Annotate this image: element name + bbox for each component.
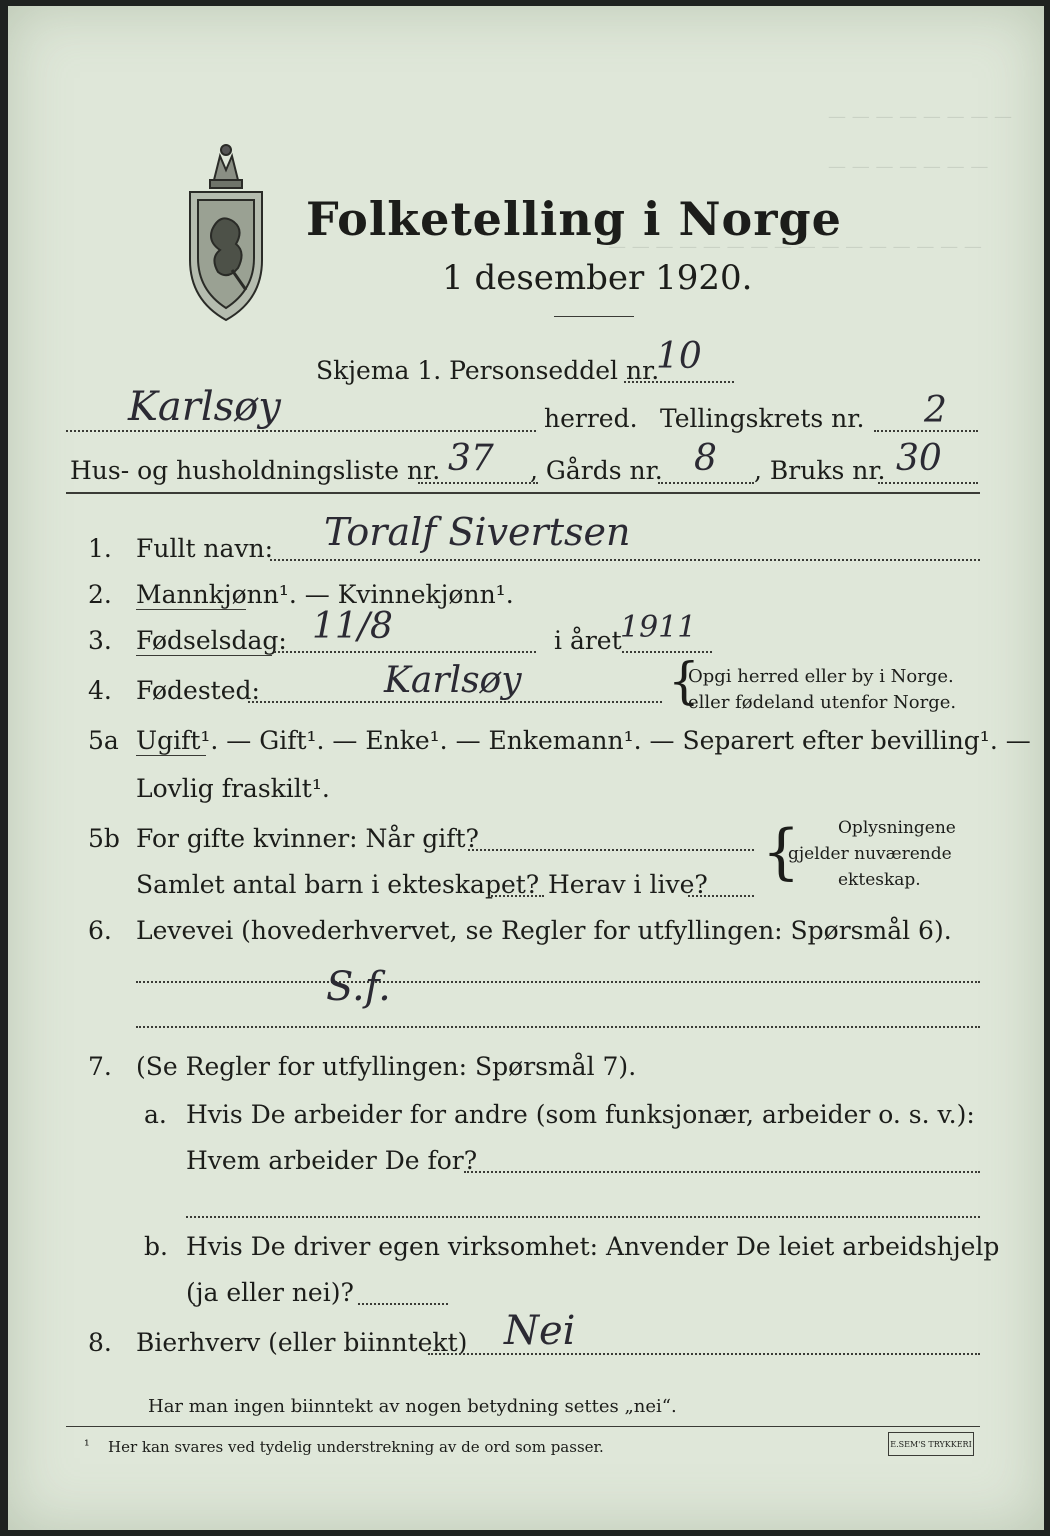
q8-value[interactable]: Nei <box>504 1308 576 1354</box>
q7a-letter: a. <box>144 1100 167 1129</box>
herred-field-line <box>66 430 536 432</box>
q6-value[interactable]: S.f. <box>326 964 391 1010</box>
herred-value[interactable]: Karlsøy <box>128 384 281 430</box>
tellingskrets-label: Tellingskrets nr. <box>660 404 865 433</box>
q5b-line-1: For gifte kvinner: Når gift? <box>136 824 479 853</box>
bruks-label: , Bruks nr. <box>754 456 886 485</box>
q3-year-label: i året <box>554 626 622 655</box>
footer-divider <box>66 1426 980 1427</box>
q1-number: 1. <box>88 534 112 563</box>
q6-field-line-2 <box>136 1026 980 1028</box>
skjema-field-line <box>624 381 734 383</box>
q5a-number: 5a <box>88 726 119 755</box>
form-date: 1 desember 1920. <box>442 258 753 298</box>
bruks-value[interactable]: 30 <box>896 438 942 479</box>
q8-note: Har man ingen biinntekt av nogen betydning settes „nei“. <box>148 1396 677 1417</box>
hus-field-line <box>418 482 538 484</box>
q7a-field-line-1 <box>464 1171 980 1173</box>
q7a-field-line-2 <box>186 1216 980 1218</box>
q7b-letter: b. <box>144 1232 168 1261</box>
q2-underline-mannkjonn <box>136 609 246 610</box>
form-title: Folketelling i Norge <box>306 192 842 246</box>
q3-year-value[interactable]: 1911 <box>620 610 697 645</box>
q5b-note-3: ekteskap. <box>838 870 921 890</box>
tellingskrets-value[interactable]: 2 <box>924 390 947 431</box>
q2-label: Mannkjønn¹. — Kvinnekjønn¹. <box>136 580 514 609</box>
q7b-line-1: Hvis De driver egen virksomhet: Anvender De leiet arbeidshjelp <box>186 1232 1000 1261</box>
q3-number: 3. <box>88 626 112 655</box>
header-divider <box>66 492 980 494</box>
coat-of-arms-icon <box>184 140 268 330</box>
q8-label: Bierhverv (eller biinntekt) <box>136 1328 468 1357</box>
q7b-line-2: (ja eller nei)? <box>186 1278 354 1307</box>
q4-number: 4. <box>88 676 112 705</box>
q5b-number: 5b <box>88 824 120 853</box>
gards-label: , Gårds nr. <box>530 456 663 485</box>
q5b-brace: { <box>762 817 801 887</box>
bleed-through: — — — — — — — — <box>828 106 1013 127</box>
title-rule <box>554 316 634 317</box>
q1-label: Fullt navn: <box>136 534 274 563</box>
q5b-children-field-line <box>488 895 544 897</box>
q1-field-line <box>270 559 980 561</box>
q5a-underline-ugift <box>136 755 206 756</box>
census-form-page <box>8 6 1044 1530</box>
q6-field-line-1 <box>136 981 980 983</box>
herred-label: herred. <box>544 404 638 433</box>
hus-label: Hus- og husholdningsliste nr. <box>70 456 441 485</box>
bleed-through: — — — — — — — — — — — — — — — — <box>608 236 982 257</box>
q4-note-2: eller fødeland utenfor Norge. <box>688 692 957 713</box>
q2-number: 2. <box>88 580 112 609</box>
q4-brace: { <box>668 652 700 710</box>
skjema-value[interactable]: 10 <box>656 336 702 377</box>
bleed-through: — — — — — — — <box>828 156 989 177</box>
q6-number: 6. <box>88 916 112 945</box>
hus-value[interactable]: 37 <box>448 438 494 479</box>
q4-field-line <box>248 701 662 703</box>
q7-label: (Se Regler for utfyllingen: Spørsmål 7). <box>136 1052 637 1081</box>
q3-field-line <box>274 651 536 653</box>
q3-label-underline <box>136 655 272 656</box>
q7-number: 7. <box>88 1052 112 1081</box>
gards-value[interactable]: 8 <box>694 438 717 479</box>
q7a-line-1: Hvis De arbeider for andre (som funksjonær, arbeider o. s. v.): <box>186 1100 975 1129</box>
q4-value[interactable]: Karlsøy <box>384 660 522 701</box>
printer-stamp <box>888 1432 974 1456</box>
skjema-label: Skjema 1. Personseddel nr. <box>316 356 660 385</box>
q5a-line-1: Ugift¹. — Gift¹. — Enke¹. — Enkemann¹. — Separert efter bevilling¹. — <box>136 726 1031 755</box>
q5b-note-1: Oplysningene <box>838 818 956 838</box>
q8-number: 8. <box>88 1328 112 1357</box>
q4-note-1: Opgi herred eller by i Norge. <box>688 666 954 687</box>
q6-label: Levevei (hovederhvervet, se Regler for utfyllingen: Spørsmål 6). <box>136 916 952 945</box>
q5b-line-2: Samlet antal barn i ekteskapet? <box>136 870 540 899</box>
q7b-field-line <box>358 1303 448 1305</box>
footnote-text: Her kan svares ved tydelig understrekning av de ord som passer. <box>108 1438 604 1456</box>
printer-stamp-text: E.SEM'S TRYKKERI <box>890 1439 972 1449</box>
bruks-field-line <box>878 482 978 484</box>
q7a-line-2: Hvem arbeider De for? <box>186 1146 478 1175</box>
footnote-mark: ¹ <box>84 1438 90 1454</box>
q5b-line-2b: Herav i live? <box>548 870 708 899</box>
q4-label: Fødested: <box>136 676 260 705</box>
q5b-alive-field-line <box>688 895 754 897</box>
q3-label: Fødselsdag: <box>136 626 287 655</box>
q1-value[interactable]: Toralf Sivertsen <box>324 510 631 554</box>
q5b-note-2: gjelder nuværende <box>788 844 952 864</box>
q5b-married-field-line <box>468 849 754 851</box>
gards-field-line <box>658 482 754 484</box>
q3-value[interactable]: 11/8 <box>312 606 393 647</box>
q5a-line-2: Lovlig fraskilt¹. <box>136 774 330 803</box>
